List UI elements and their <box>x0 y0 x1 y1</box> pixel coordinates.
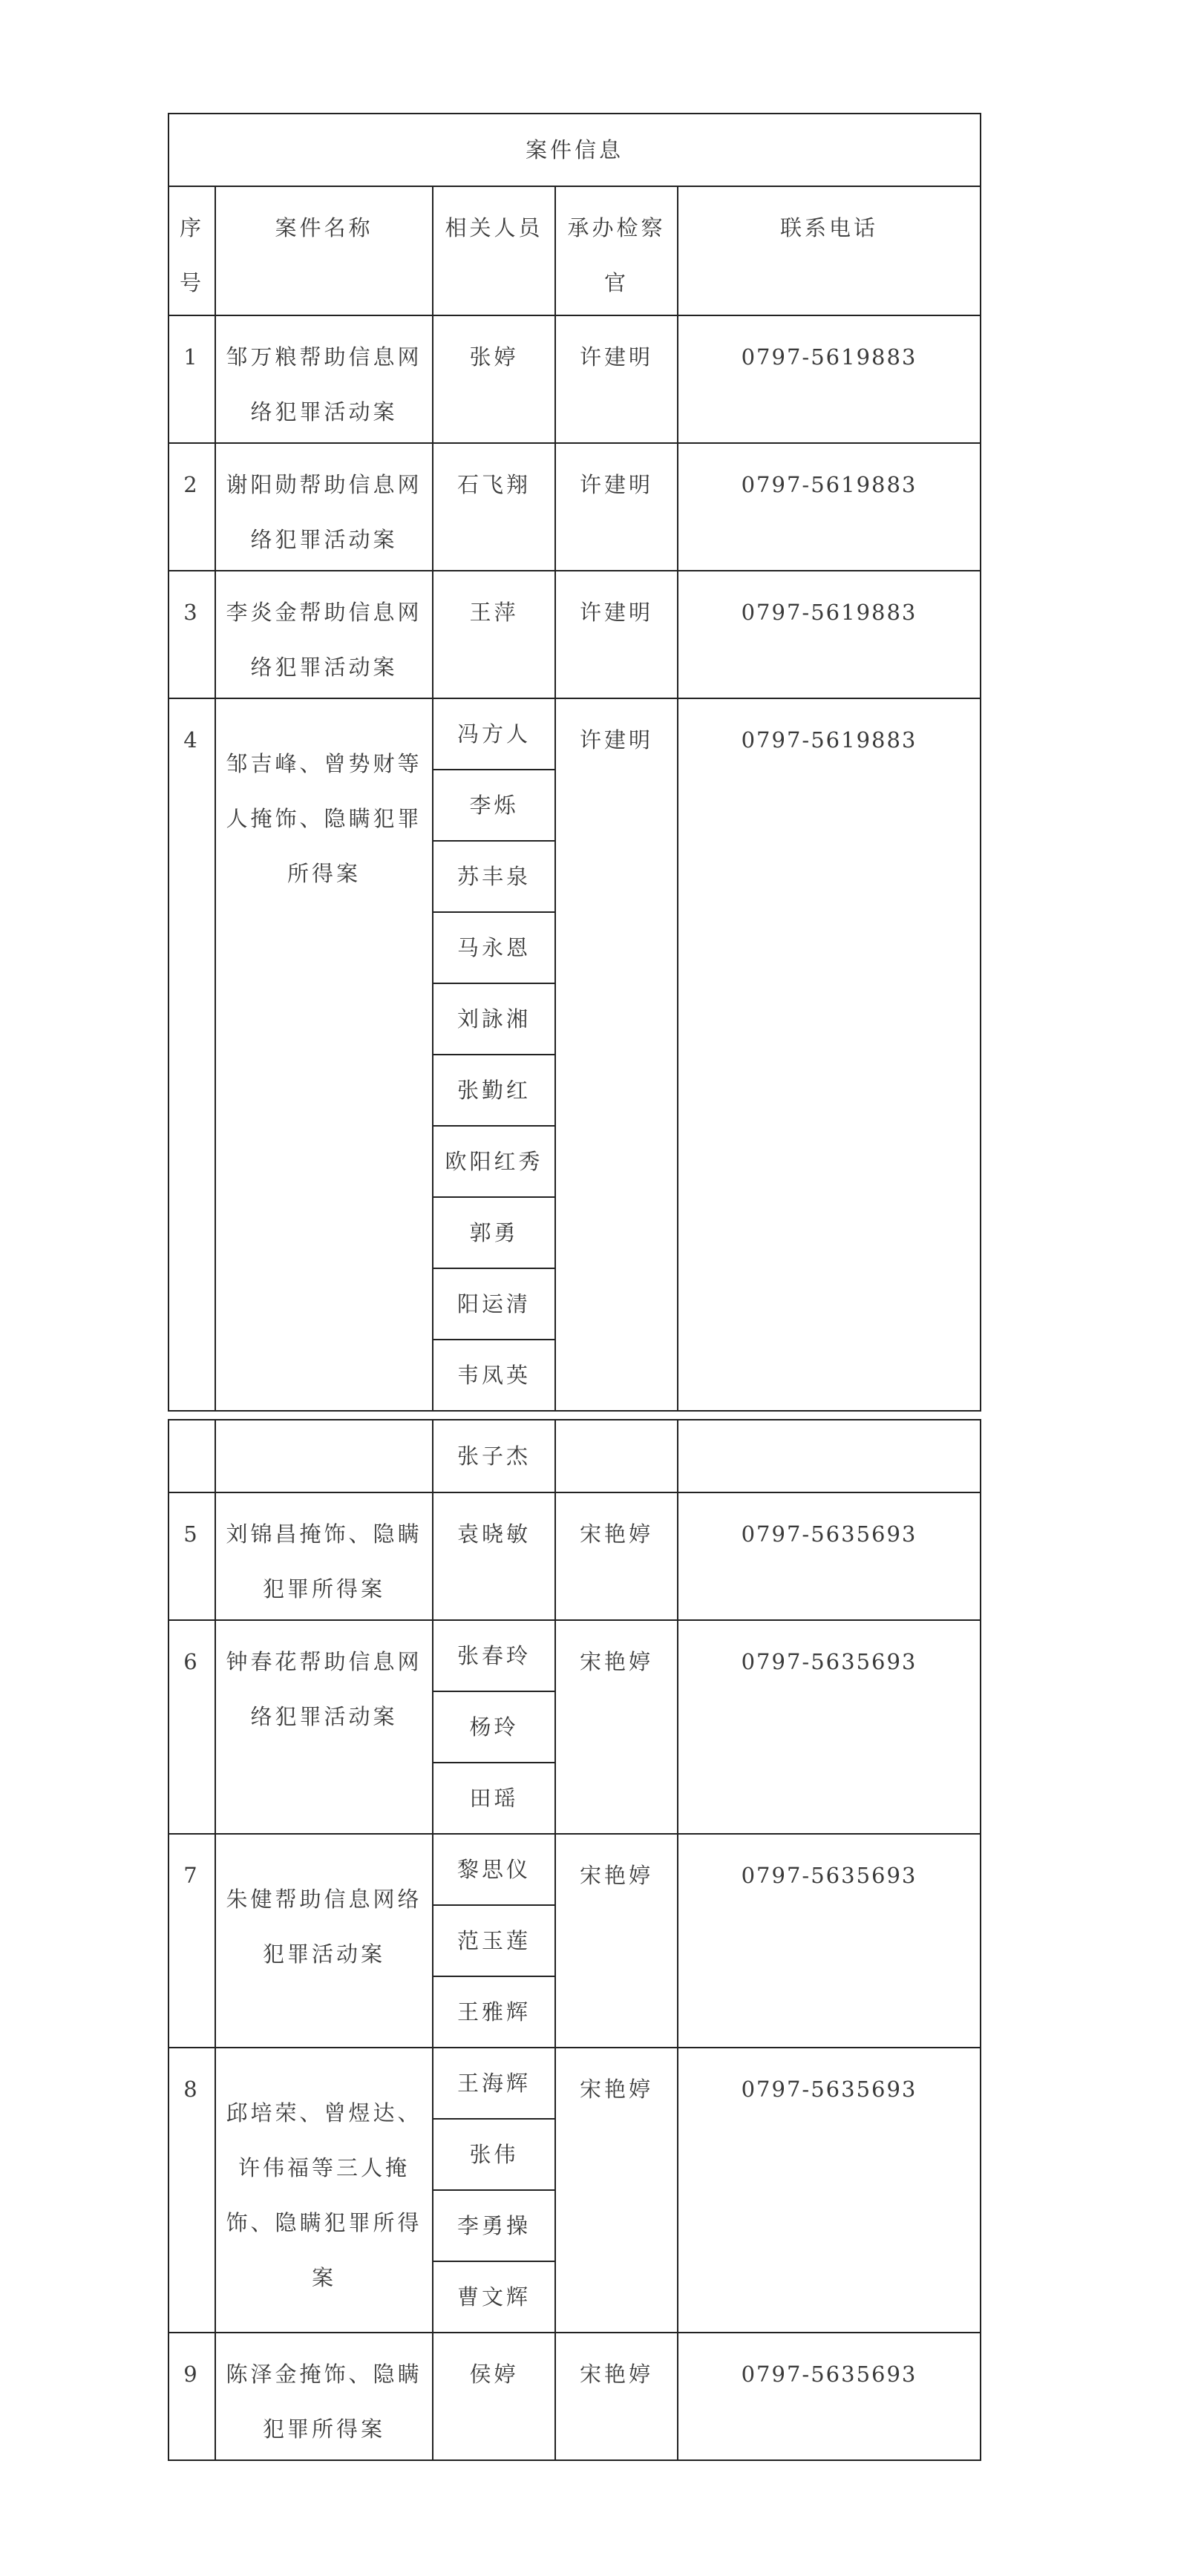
header-officer: 承办检察 官 <box>555 186 678 315</box>
related-person: 欧阳红秀 <box>433 1126 555 1197</box>
table-row <box>168 698 981 770</box>
officer: 宋艳婷 <box>555 2333 678 2460</box>
officer: 宋艳婷 <box>555 1620 678 1834</box>
header-people: 相关人员 <box>433 186 555 315</box>
related-person: 王海辉 <box>433 2048 555 2119</box>
row-number: 6 <box>168 1620 215 1834</box>
officer: 许建明 <box>555 698 678 1411</box>
case-name: 刘锦昌掩饰、隐瞒 犯罪所得案 <box>215 1492 433 1620</box>
related-person: 刘詠湘 <box>433 983 555 1055</box>
case-name: 谢阳勋帮助信息网 络犯罪活动案 <box>215 443 433 571</box>
related-person: 李烁 <box>433 770 555 841</box>
table-row <box>168 1492 981 1620</box>
related-person: 马永恩 <box>433 912 555 983</box>
row-number: 2 <box>168 443 215 571</box>
case-name: 邹吉峰、曾势财等 人掩饰、隐瞒犯罪 所得案 <box>215 698 433 1411</box>
related-person: 黎思仪 <box>433 1834 555 1905</box>
related-person: 阳运清 <box>433 1268 555 1340</box>
table-row <box>168 1420 981 1492</box>
related-person: 张勤红 <box>433 1055 555 1126</box>
related-person: 张子杰 <box>433 1420 555 1492</box>
case-name: 陈泽金掩饰、隐瞒 犯罪所得案 <box>215 2333 433 2460</box>
table-row <box>168 315 981 443</box>
phone: 0797-5635693 <box>678 1834 981 2048</box>
phone: 0797-5635693 <box>678 1620 981 1834</box>
officer: 许建明 <box>555 315 678 443</box>
phone: 0797-5619883 <box>678 443 981 571</box>
table-row <box>168 2048 981 2119</box>
phone: 0797-5619883 <box>678 698 981 1411</box>
related-person: 张婷 <box>433 315 555 443</box>
related-person: 石飞翔 <box>433 443 555 571</box>
header-row <box>168 186 981 315</box>
header-phone: 联系电话 <box>678 186 981 315</box>
officer: 宋艳婷 <box>555 2048 678 2333</box>
case-name: 邹万粮帮助信息网 络犯罪活动案 <box>215 315 433 443</box>
related-person: 冯方人 <box>433 698 555 770</box>
related-person: 王萍 <box>433 571 555 698</box>
related-person: 张春玲 <box>433 1620 555 1691</box>
row-number: 1 <box>168 315 215 443</box>
phone <box>678 1420 981 1492</box>
case-name <box>215 1420 433 1492</box>
phone: 0797-5635693 <box>678 1492 981 1620</box>
table-row <box>168 1834 981 1905</box>
phone: 0797-5635693 <box>678 2048 981 2333</box>
case-table-part-1 <box>168 113 981 1412</box>
row-number: 4 <box>168 698 215 1411</box>
table-row <box>168 443 981 571</box>
row-number <box>168 1420 215 1492</box>
related-person: 范玉莲 <box>433 1905 555 1976</box>
related-person: 郭勇 <box>433 1197 555 1268</box>
related-person: 张伟 <box>433 2119 555 2190</box>
phone: 0797-5619883 <box>678 571 981 698</box>
table-row <box>168 571 981 698</box>
table-row <box>168 2333 981 2460</box>
related-person: 袁晓敏 <box>433 1492 555 1620</box>
related-person: 田瑶 <box>433 1763 555 1834</box>
phone: 0797-5619883 <box>678 315 981 443</box>
case-name: 钟春花帮助信息网 络犯罪活动案 <box>215 1620 433 1834</box>
related-person: 韦凤英 <box>433 1340 555 1411</box>
case-name: 朱健帮助信息网络 犯罪活动案 <box>215 1834 433 2048</box>
officer: 宋艳婷 <box>555 1492 678 1620</box>
table-row <box>168 1620 981 1691</box>
row-number: 7 <box>168 1834 215 2048</box>
row-number: 9 <box>168 2333 215 2460</box>
officer: 许建明 <box>555 571 678 698</box>
officer <box>555 1420 678 1492</box>
row-number: 8 <box>168 2048 215 2333</box>
officer: 宋艳婷 <box>555 1834 678 2048</box>
case-table-part-2 <box>168 1419 981 2461</box>
header-case-name: 案件名称 <box>215 186 433 315</box>
officer: 许建明 <box>555 443 678 571</box>
case-name: 李炎金帮助信息网 络犯罪活动案 <box>215 571 433 698</box>
table-title: 案件信息 <box>168 114 981 186</box>
related-person: 侯婷 <box>433 2333 555 2460</box>
related-person: 苏丰泉 <box>433 841 555 912</box>
row-number: 5 <box>168 1492 215 1620</box>
related-person: 王雅辉 <box>433 1976 555 2048</box>
related-person: 李勇操 <box>433 2190 555 2261</box>
related-person: 曹文辉 <box>433 2261 555 2333</box>
header-no: 序 号 <box>168 186 215 315</box>
row-number: 3 <box>168 571 215 698</box>
phone: 0797-5635693 <box>678 2333 981 2460</box>
related-person: 杨玲 <box>433 1691 555 1763</box>
case-name: 邱培荣、曾煜达、 许伟福等三人掩 饰、隐瞒犯罪所得 案 <box>215 2048 433 2333</box>
